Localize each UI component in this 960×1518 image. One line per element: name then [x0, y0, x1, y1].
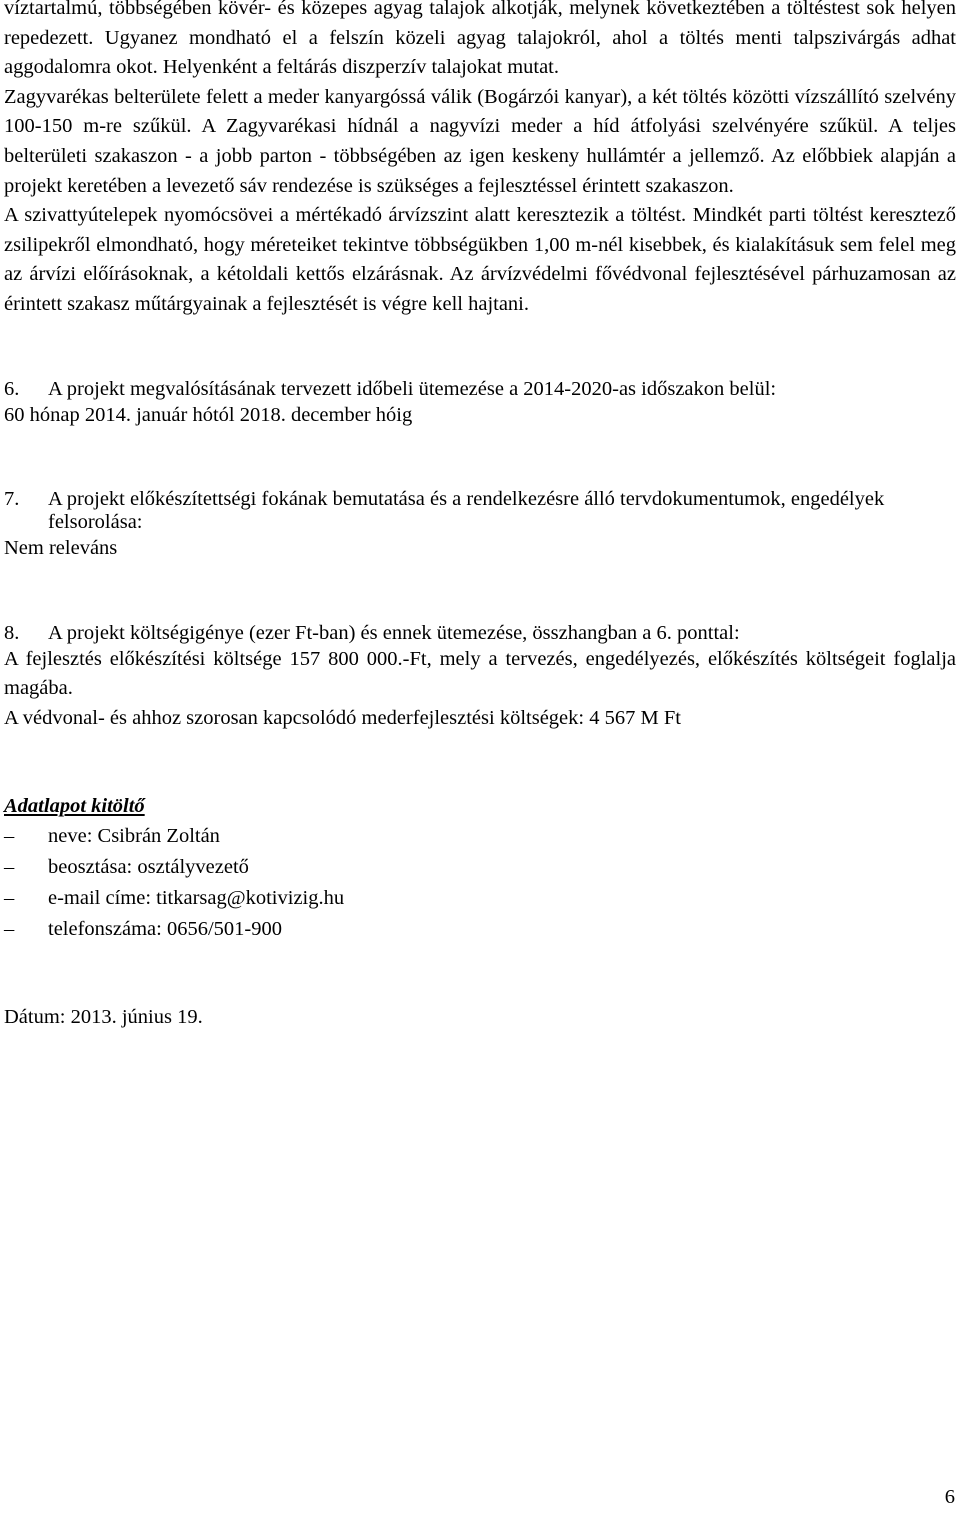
contact-heading: Adatlapot kitöltő	[4, 794, 145, 817]
body-paragraph-3: A szivattyútelepek nyomócsövei a mértékadó árvízszint alatt keresztezik a töltést. Mindkét parti töltést keresztező zsilipekről elmondható, hogy méreteiket tekintve többségükben 1,00 m-nél kisebbek, és kialakításuk sem felel meg az árvízi előírásoknak, a kétoldali kettős elzárásnak. Az árvízvédelmi fővédvonal fejlesztésével párhuzamosan az érintett szakasz műtárgyainak a fejlesztését is végre kell hajtani.	[4, 204, 956, 315]
dash-bullet: –	[4, 856, 15, 879]
section-6-number: 6.	[4, 377, 20, 400]
document-date: Dátum: 2013. június 19.	[4, 1006, 203, 1029]
document-page	[4, 0, 956, 1033]
section-6-title: A projekt megvalósításának tervezett időbeli ütemezése a 2014-2020-as időszakon belül:	[48, 377, 777, 400]
contact-email: e-mail címe: titkarsag@kotivizig.hu	[48, 887, 345, 910]
contact-list	[4, 821, 956, 945]
section-6	[4, 378, 956, 401]
section-7-number: 7.	[4, 488, 20, 511]
section-7-detail: Nem releváns	[4, 537, 118, 560]
page-number: 6	[944, 1486, 955, 1508]
section-6-detail: 60 hónap 2014. január hótól 2018. december hóig	[4, 403, 413, 426]
contact-phone-item	[4, 914, 956, 945]
section-8-detail-1: A fejlesztés előkészítési költsége 157 800 000.-Ft, mely a tervezés, engedélyezés, előkészítés költségeit foglalja magába.	[4, 647, 956, 700]
dash-bullet: –	[4, 918, 15, 941]
section-8-detail-2: A védvonal- és ahhoz szorosan kapcsolódó mederfejlesztési költségek: 4 567 M Ft	[4, 706, 681, 729]
contact-name: neve: Csibrán Zoltán	[48, 825, 220, 848]
body-paragraph-1: víztartalmú, többségében kövér- és közepes agyag talajok alkotják, melynek következtében a töltéstest sok helyen repedezett. Ugyanez mondható el a felszín közeli agyag talajokról, ahol a töltés menti talpszivárgás adhat aggodalomra okot. Helyenként a feltárás diszperzív talajokat mutat.	[4, 0, 956, 79]
spacer	[4, 430, 956, 488]
contact-position-item	[4, 852, 956, 883]
spacer	[4, 945, 956, 1003]
contact-email-item	[4, 883, 956, 914]
dash-bullet: –	[4, 825, 15, 848]
spacer	[4, 734, 956, 792]
spacer	[4, 320, 956, 378]
contact-position: beosztása: osztályvezető	[48, 856, 249, 879]
dash-bullet: –	[4, 887, 15, 910]
section-8	[4, 622, 956, 645]
section-8-title: A projekt költségigénye (ezer Ft-ban) és ennek ütemezése, összhangban a 6. ponttal:	[48, 621, 740, 644]
contact-name-item	[4, 821, 956, 852]
spacer	[4, 564, 956, 622]
section-7	[4, 488, 956, 534]
contact-phone: telefonszáma: 0656/501-900	[48, 918, 282, 941]
body-paragraph-2: Zagyvarékas belterülete felett a meder kanyargóssá válik (Bogárzói kanyar), a két töltés közötti vízszállító szelvény 100-150 m-re szűkül. A Zagyvarékasi hídnál a nagyvízi meder a híd átfolyási szelvényére szűkül. A teljes belterületi szakaszon - a jobb parton - többségében az igen keskeny hullámtér a jellemző. Az előbbiek alapján a projekt keretében a levezető sáv rendezése is szükséges a fejlesztéssel érintett szakaszon.	[4, 85, 956, 197]
section-8-number: 8.	[4, 621, 20, 644]
section-7-title: A projekt előkészítettségi fokának bemutatása és a rendelkezésre álló tervdokumentumok, engedélyek felsorolása:	[48, 488, 885, 534]
